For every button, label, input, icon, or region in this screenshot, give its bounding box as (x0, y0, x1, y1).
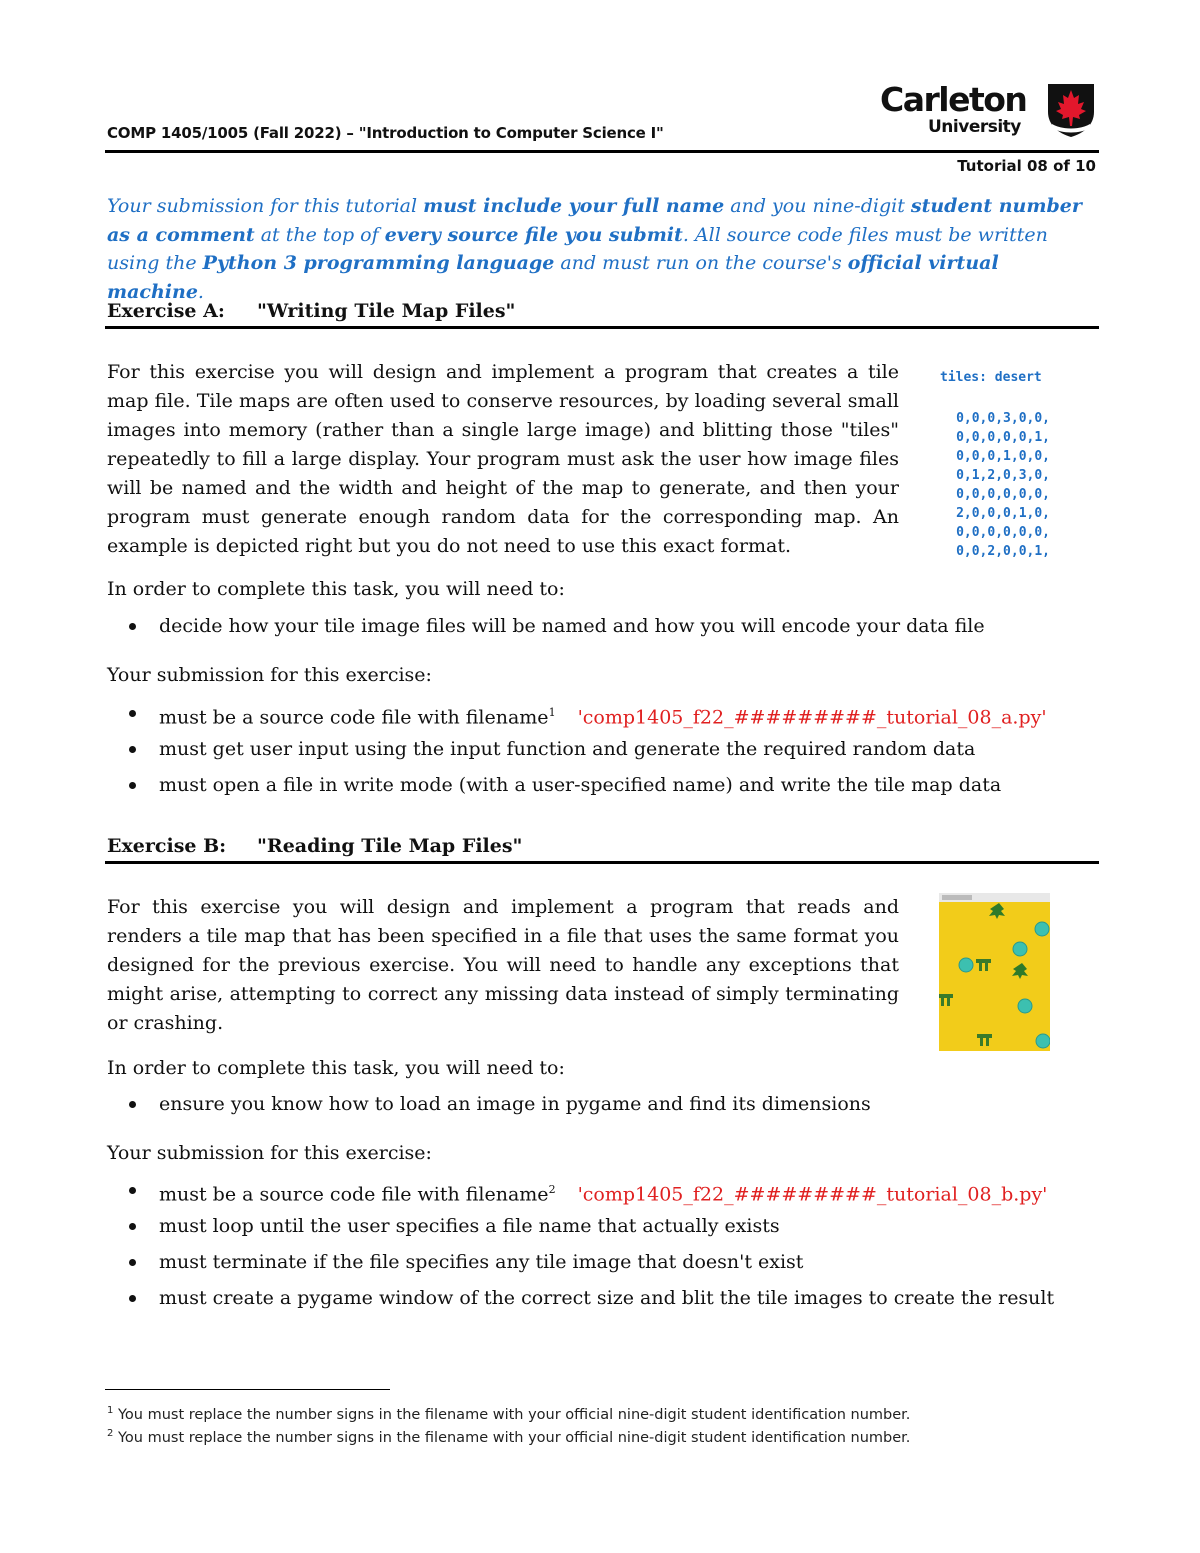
code-row: 0,1,2,0,3,0, (956, 468, 1050, 483)
exercise-a-description: For this exercise you will design and implement a program that creates a tile map file. Tile maps are often used to conserve resources, by loading several small images into memory (rather than a single large image) and blitting those "tiles" repeatedly to fill a large display. Your program must ask the user how image files will be named and the width and height of the map to generate, and then your program must generate enough random data for the corresponding map. An example is depicted right but you do not need to use this exact format. (107, 361, 899, 557)
exercise-a-label: Exercise A: (107, 300, 225, 322)
exercise-a-needs-list (107, 614, 1097, 650)
maple-leaf-shield-icon (1046, 82, 1096, 138)
exercise-b-requirements-list (107, 1178, 1097, 1322)
list-item: must open a file in write mode (with a user-specified name) and write the tile map data (107, 773, 1097, 809)
list-item: must be a source code file with filename$^1$ 'comp1405_f22_#########_tutorial_08_a.py' (107, 701, 1097, 737)
exercise-a-submission-intro: Your submission for this exercise: (107, 664, 432, 686)
code-row: 0,0,0,3,0,0, (956, 411, 1050, 426)
exercise-b-need-intro: In order to complete this task, you will need to: (107, 1057, 565, 1079)
logo-wordmark: Carleton (880, 80, 1027, 119)
exercise-b-title: "Reading Tile Map Files" (257, 835, 523, 857)
code-row: 0,0,0,0,0,1, (956, 430, 1050, 445)
footnote-rule (105, 1389, 390, 1390)
exercise-a-requirements-list (107, 701, 1097, 809)
exercise-b-heading (107, 835, 522, 857)
code-row: 0,0,0,0,0,0, (956, 525, 1050, 540)
list-item: ensure you know how to load an image in pygame and find its dimensions (107, 1092, 1097, 1128)
list-item: must terminate if the file specifies any tile image that doesn't exist (107, 1250, 1097, 1286)
header-rule (105, 150, 1099, 153)
code-example-rows (942, 409, 1050, 561)
list-item: must be a source code file with filename$^2$ 'comp1405_f22_#########_tutorial_08_b.py' (107, 1178, 1097, 1214)
code-row: 0,0,0,0,0,0, (956, 487, 1050, 502)
code-row: 0,0,2,0,0,1, (956, 544, 1050, 559)
submission-instructions: Your submission for this tutorial must include your full name and you nine-digit student number as a comment at the top of every source file you submit. All source code files must be written using the Python 3 programming language and must run on the course's official virtual machine. (107, 195, 1082, 303)
list-item: decide how your tile image files will be named and how you will encode your data file (107, 614, 1097, 650)
course-title: COMP 1405/1005 (Fall 2022) – "Introduction to Computer Science I" (107, 124, 664, 142)
filename-a: 'comp1405_f22_#########_tutorial_08_a.py' (577, 706, 1047, 729)
exercise-b-needs-list (107, 1092, 1097, 1128)
exercise-b-rule (105, 861, 1099, 864)
exercise-a-heading (107, 300, 515, 322)
list-item: must create a pygame window of the correct size and blit the tile images to create the result (107, 1286, 1097, 1322)
footnote-1: $^1$ You must replace the number signs in the filename with your official nine-digit student identification number. (107, 1405, 911, 1423)
tutorial-number: Tutorial 08 of 10 (957, 157, 1096, 175)
exercise-a-title: "Writing Tile Map Files" (257, 300, 516, 322)
code-row: 2,0,0,0,1,0, (956, 506, 1050, 521)
code-example-header: tiles: desert (940, 370, 1042, 385)
code-row: 0,0,0,1,0,0, (956, 449, 1050, 464)
filename-b: 'comp1405_f22_#########_tutorial_08_b.py' (577, 1183, 1048, 1206)
exercise-b-label: Exercise B: (107, 835, 227, 857)
tile-map-screenshot (939, 893, 1050, 1051)
list-item: must get user input using the input function and generate the required random data (107, 737, 1097, 773)
exercise-a-need-intro: In order to complete this task, you will need to: (107, 578, 565, 600)
exercise-b-description: For this exercise you will design and implement a program that reads and renders a tile map that has been specified in a file that uses the same format you designed for the previous exercise. You will need to handle any exceptions that might arise, attempting to correct any missing data instead of simply terminating or crashing. (107, 896, 899, 1034)
logo-subtitle: University (928, 117, 1021, 137)
exercise-a-rule (105, 326, 1099, 329)
list-item: must loop until the user specifies a file name that actually exists (107, 1214, 1097, 1250)
exercise-b-submission-intro: Your submission for this exercise: (107, 1142, 432, 1164)
carleton-logo (880, 80, 1096, 140)
footnote-2: $^2$ You must replace the number signs in the filename with your official nine-digit student identification number. (107, 1428, 911, 1446)
